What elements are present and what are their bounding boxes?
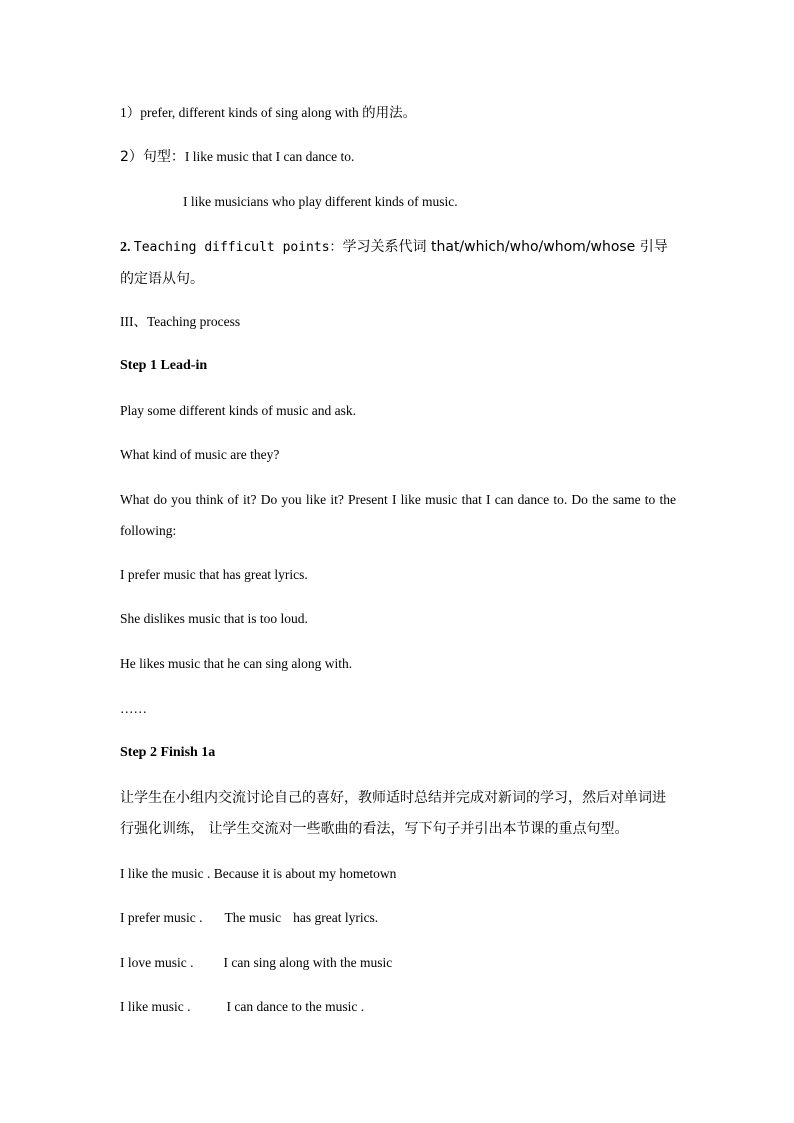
focus-item-2: [120, 147, 680, 167]
step1-line-6: [120, 654, 680, 674]
focus-item-1: [120, 103, 680, 123]
example-3-part-b: I can sing along with the music: [223, 955, 393, 970]
example-1-text: I like the music . Because it is about my hometown: [120, 866, 397, 881]
focus-item-2-sentence: I like music that I can dance to.: [184, 149, 355, 164]
step1-line-1-text: Play some different kinds of music and ask.: [120, 403, 356, 418]
step1-heading: [120, 356, 680, 376]
example-2: [120, 908, 680, 928]
example-3-part-a: I love music .: [120, 955, 194, 970]
focus-item-1-text: 1）prefer, different kinds of sing along with 的用法。: [120, 105, 417, 120]
step1-line-1: [120, 401, 680, 421]
step1-line-7-text: ……: [120, 701, 147, 716]
step1-line-5-text: She dislikes music that is too loud.: [120, 611, 308, 626]
step1-line-4-text: I prefer music that has great lyrics.: [120, 567, 308, 582]
step1-line-2: [120, 445, 680, 465]
step1-line-4: [120, 565, 680, 585]
focus-item-2-sentence-b: [183, 192, 743, 212]
step1-heading-text: Step 1 Lead-in: [120, 358, 208, 373]
focus-item-2-prefix: 2）句型：: [120, 149, 185, 165]
example-1: [120, 864, 680, 884]
example-2-part-a: I prefer music .: [120, 910, 203, 925]
difficult-number: 2.: [120, 240, 131, 255]
step1-line-3: [120, 484, 676, 546]
step1-line-5: [120, 609, 680, 629]
difficult-points: [120, 231, 676, 295]
example-4-part-a: I like music .: [120, 999, 191, 1014]
example-2-part-b: The music: [224, 910, 282, 925]
difficult-label: Teaching difficult points：: [133, 240, 343, 255]
example-3: [120, 953, 680, 973]
section-heading-text: III、Teaching process: [120, 314, 241, 329]
step2-paragraph: [120, 783, 676, 845]
section-heading: [120, 312, 680, 332]
example-4-part-b: I can dance to the music .: [226, 999, 365, 1014]
step1-line-6-text: He likes music that he can sing along with.: [120, 656, 353, 671]
example-2-part-c: has great lyrics.: [293, 910, 379, 925]
step2-paragraph-text: 让学生在小组内交流讨论自己的喜好，教师适时总结并完成对新词的学习，然后对单词进行强化训练， 让学生交流对一些歌曲的看法，写下句子并引出本节课的重点句型。: [120, 790, 666, 837]
example-4: [120, 997, 680, 1017]
step1-line-2-text: What kind of music are they?: [120, 447, 280, 462]
step2-heading: [120, 743, 680, 763]
difficult-text: 学习关系代词 that/which/who/whom/whose 引导的定语从句。: [120, 239, 668, 287]
step2-heading-text: Step 2 Finish 1a: [120, 745, 216, 760]
step1-line-3-text: What do you think of it? Do you like it? Present I like music that I can dance to. Do the same to the following:: [120, 492, 676, 538]
step1-line-7: [120, 699, 680, 719]
focus-item-2-sentence-b-text: I like musicians who play different kinds of music.: [183, 194, 458, 209]
